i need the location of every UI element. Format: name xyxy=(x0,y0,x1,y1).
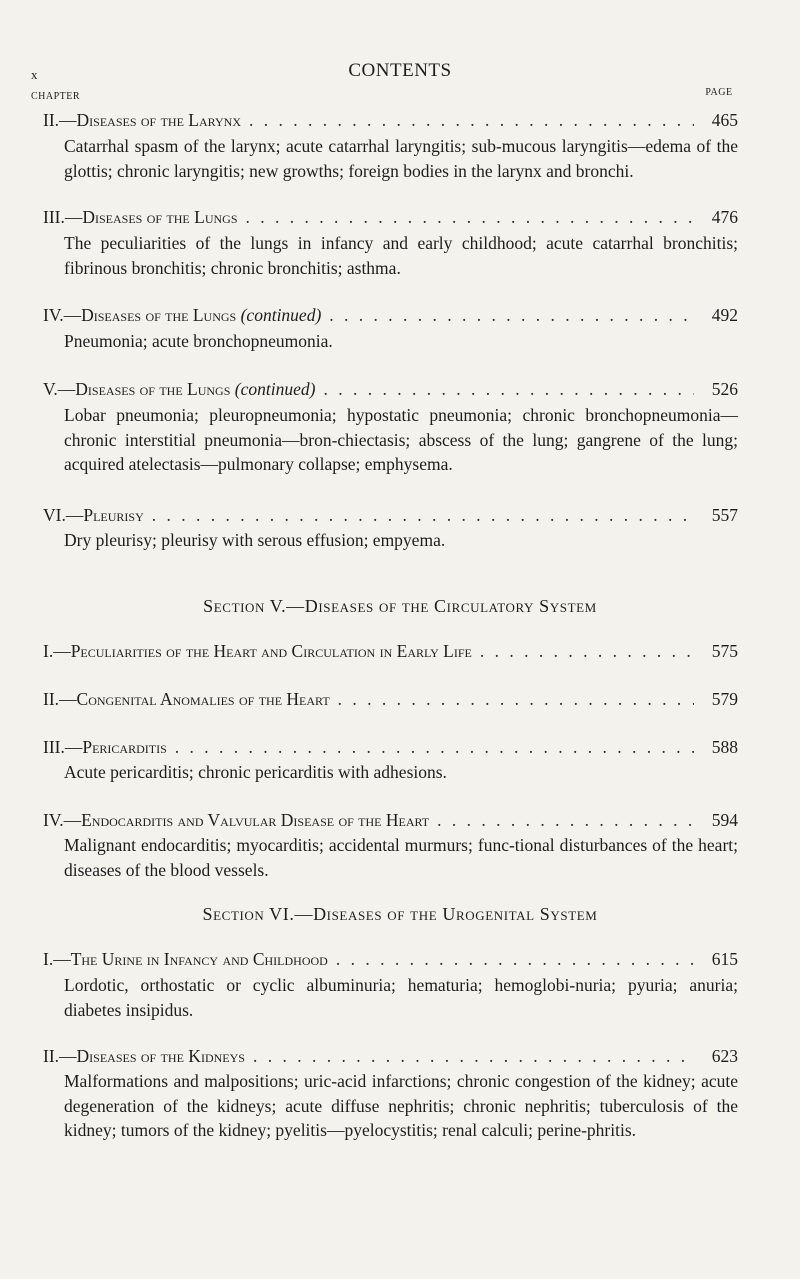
entry-title: Diseases of the Lungs xyxy=(81,305,237,325)
entry-number: II.— xyxy=(43,110,77,130)
entry-page: 615 xyxy=(711,949,738,969)
entry-number: II.— xyxy=(43,1046,77,1066)
entry-title: Diseases of the Kidneys xyxy=(76,1046,245,1066)
entry-description: The peculiarities of the lungs in infancy and early childhood; acute catarrhal bronchitis; fibrinous bronchitis; chronic bronchitis; asthma. xyxy=(64,233,738,278)
entry-page: 623 xyxy=(711,1046,738,1066)
section-heading-circulatory: Section V.—Diseases of the Circulatory System xyxy=(203,596,597,616)
leader-dots xyxy=(336,948,694,970)
entry-page: 579 xyxy=(711,689,738,709)
entry-title: Diseases of the Larynx xyxy=(76,110,241,130)
toc-entry-lungs-continued-2[interactable] xyxy=(43,378,738,400)
entry-page: 465 xyxy=(711,110,738,130)
entry-number: V.— xyxy=(43,379,76,399)
entry-page: 588 xyxy=(711,737,738,757)
entry-page: 476 xyxy=(711,207,738,227)
toc-entry-urine[interactable] xyxy=(43,948,738,970)
entry-description: Malignant endocarditis; myocarditis; accidental murmurs; func-tional disturbances of the heart; diseases of the blood vessels. xyxy=(64,835,738,880)
entry-title: Pericarditis xyxy=(82,737,167,757)
entry-title: Pleurisy xyxy=(83,505,144,525)
entry-number: III.— xyxy=(43,207,83,227)
entry-description: Lobar pneumonia; pleuropneumonia; hypostatic pneumonia; chronic bronchopneumonia—chronic interstitial pneumonia—bron-chiectasis; abscess of the lung; gangrene of the lung; acquired atelectasis—pulmonary collapse; emphysema. xyxy=(64,405,738,474)
entry-page: 526 xyxy=(711,379,738,399)
leader-dots xyxy=(338,688,694,710)
entry-page: 492 xyxy=(711,305,738,325)
entry-page: 557 xyxy=(711,505,738,525)
entry-title: Congenital Anomalies of the Heart xyxy=(76,689,330,709)
section-heading-urogenital: Section VI.—Diseases of the Urogenital System xyxy=(202,904,598,924)
page-column-label: PAGE xyxy=(705,87,733,98)
toc-entry-congenital-anomalies[interactable] xyxy=(43,688,738,710)
toc-entry-heart-peculiarities[interactable] xyxy=(43,640,738,662)
toc-entry-pleurisy[interactable] xyxy=(43,504,738,526)
leader-dots xyxy=(323,378,694,400)
toc-entry-pericarditis[interactable] xyxy=(43,736,738,758)
entry-number: VI.— xyxy=(43,505,84,525)
entry-page: 594 xyxy=(711,810,738,830)
leader-dots xyxy=(480,640,694,662)
entry-title-note: (continued) xyxy=(234,379,316,399)
leader-dots xyxy=(152,504,694,526)
toc-entry-endocarditis[interactable] xyxy=(43,809,738,831)
toc-entry-lungs[interactable] xyxy=(43,206,738,228)
entry-title: Endocarditis and Valvular Disease of the Heart xyxy=(81,810,430,830)
entry-description: Malformations and malpositions; uric-acid infarctions; chronic congestion of the kidney; acute degeneration of the kidneys; acute diffuse nephritis; chronic nephritis; tuberculosis of the kidney; tumors of the kidney; pyelitis—pyelocystitis; renal calculi; perine-phritis. xyxy=(64,1071,738,1140)
toc-entry-larynx[interactable] xyxy=(43,109,738,131)
entry-description: Dry pleurisy; pleurisy with serous effusion; empyema. xyxy=(64,530,446,550)
entry-number: I.— xyxy=(43,949,71,969)
running-title: CONTENTS xyxy=(348,60,452,81)
leader-dots xyxy=(253,1045,694,1067)
leader-dots xyxy=(329,304,694,326)
chapter-column-label: CHAPTER xyxy=(31,91,81,102)
toc-entry-kidneys[interactable] xyxy=(43,1045,738,1067)
leader-dots xyxy=(249,109,694,131)
entry-number: III.— xyxy=(43,737,83,757)
entry-number: IV.— xyxy=(43,305,82,325)
leader-dots xyxy=(437,809,694,831)
entry-title: Diseases of the Lungs xyxy=(75,379,231,399)
entry-title: Peculiarities of the Heart and Circulation in Early Life xyxy=(70,641,472,661)
entry-description: Acute pericarditis; chronic pericarditis with adhesions. xyxy=(64,762,447,782)
entry-title: The Urine in Infancy and Childhood xyxy=(70,949,328,969)
entry-number: II.— xyxy=(43,689,77,709)
entry-description: Pneumonia; acute bronchopneumonia. xyxy=(64,331,333,351)
entry-title-note: (continued) xyxy=(240,305,322,325)
entry-number: I.— xyxy=(43,641,71,661)
entry-title: Diseases of the Lungs xyxy=(82,207,238,227)
page-number: x xyxy=(31,67,38,82)
toc-entry-lungs-continued-1[interactable] xyxy=(43,304,738,326)
leader-dots xyxy=(246,206,695,228)
entry-description: Catarrhal spasm of the larynx; acute catarrhal laryngitis; sub-mucous laryngitis—edema of the glottis; chronic laryngitis; new growths; foreign bodies in the larynx and bronchi. xyxy=(64,136,738,181)
leader-dots xyxy=(175,736,694,758)
entry-page: 575 xyxy=(711,641,738,661)
entry-number: IV.— xyxy=(43,810,82,830)
entry-description: Lordotic, orthostatic or cyclic albuminuria; hematuria; hemoglobi-nuria; pyuria; anuria; diabetes insipidus. xyxy=(64,975,738,1020)
